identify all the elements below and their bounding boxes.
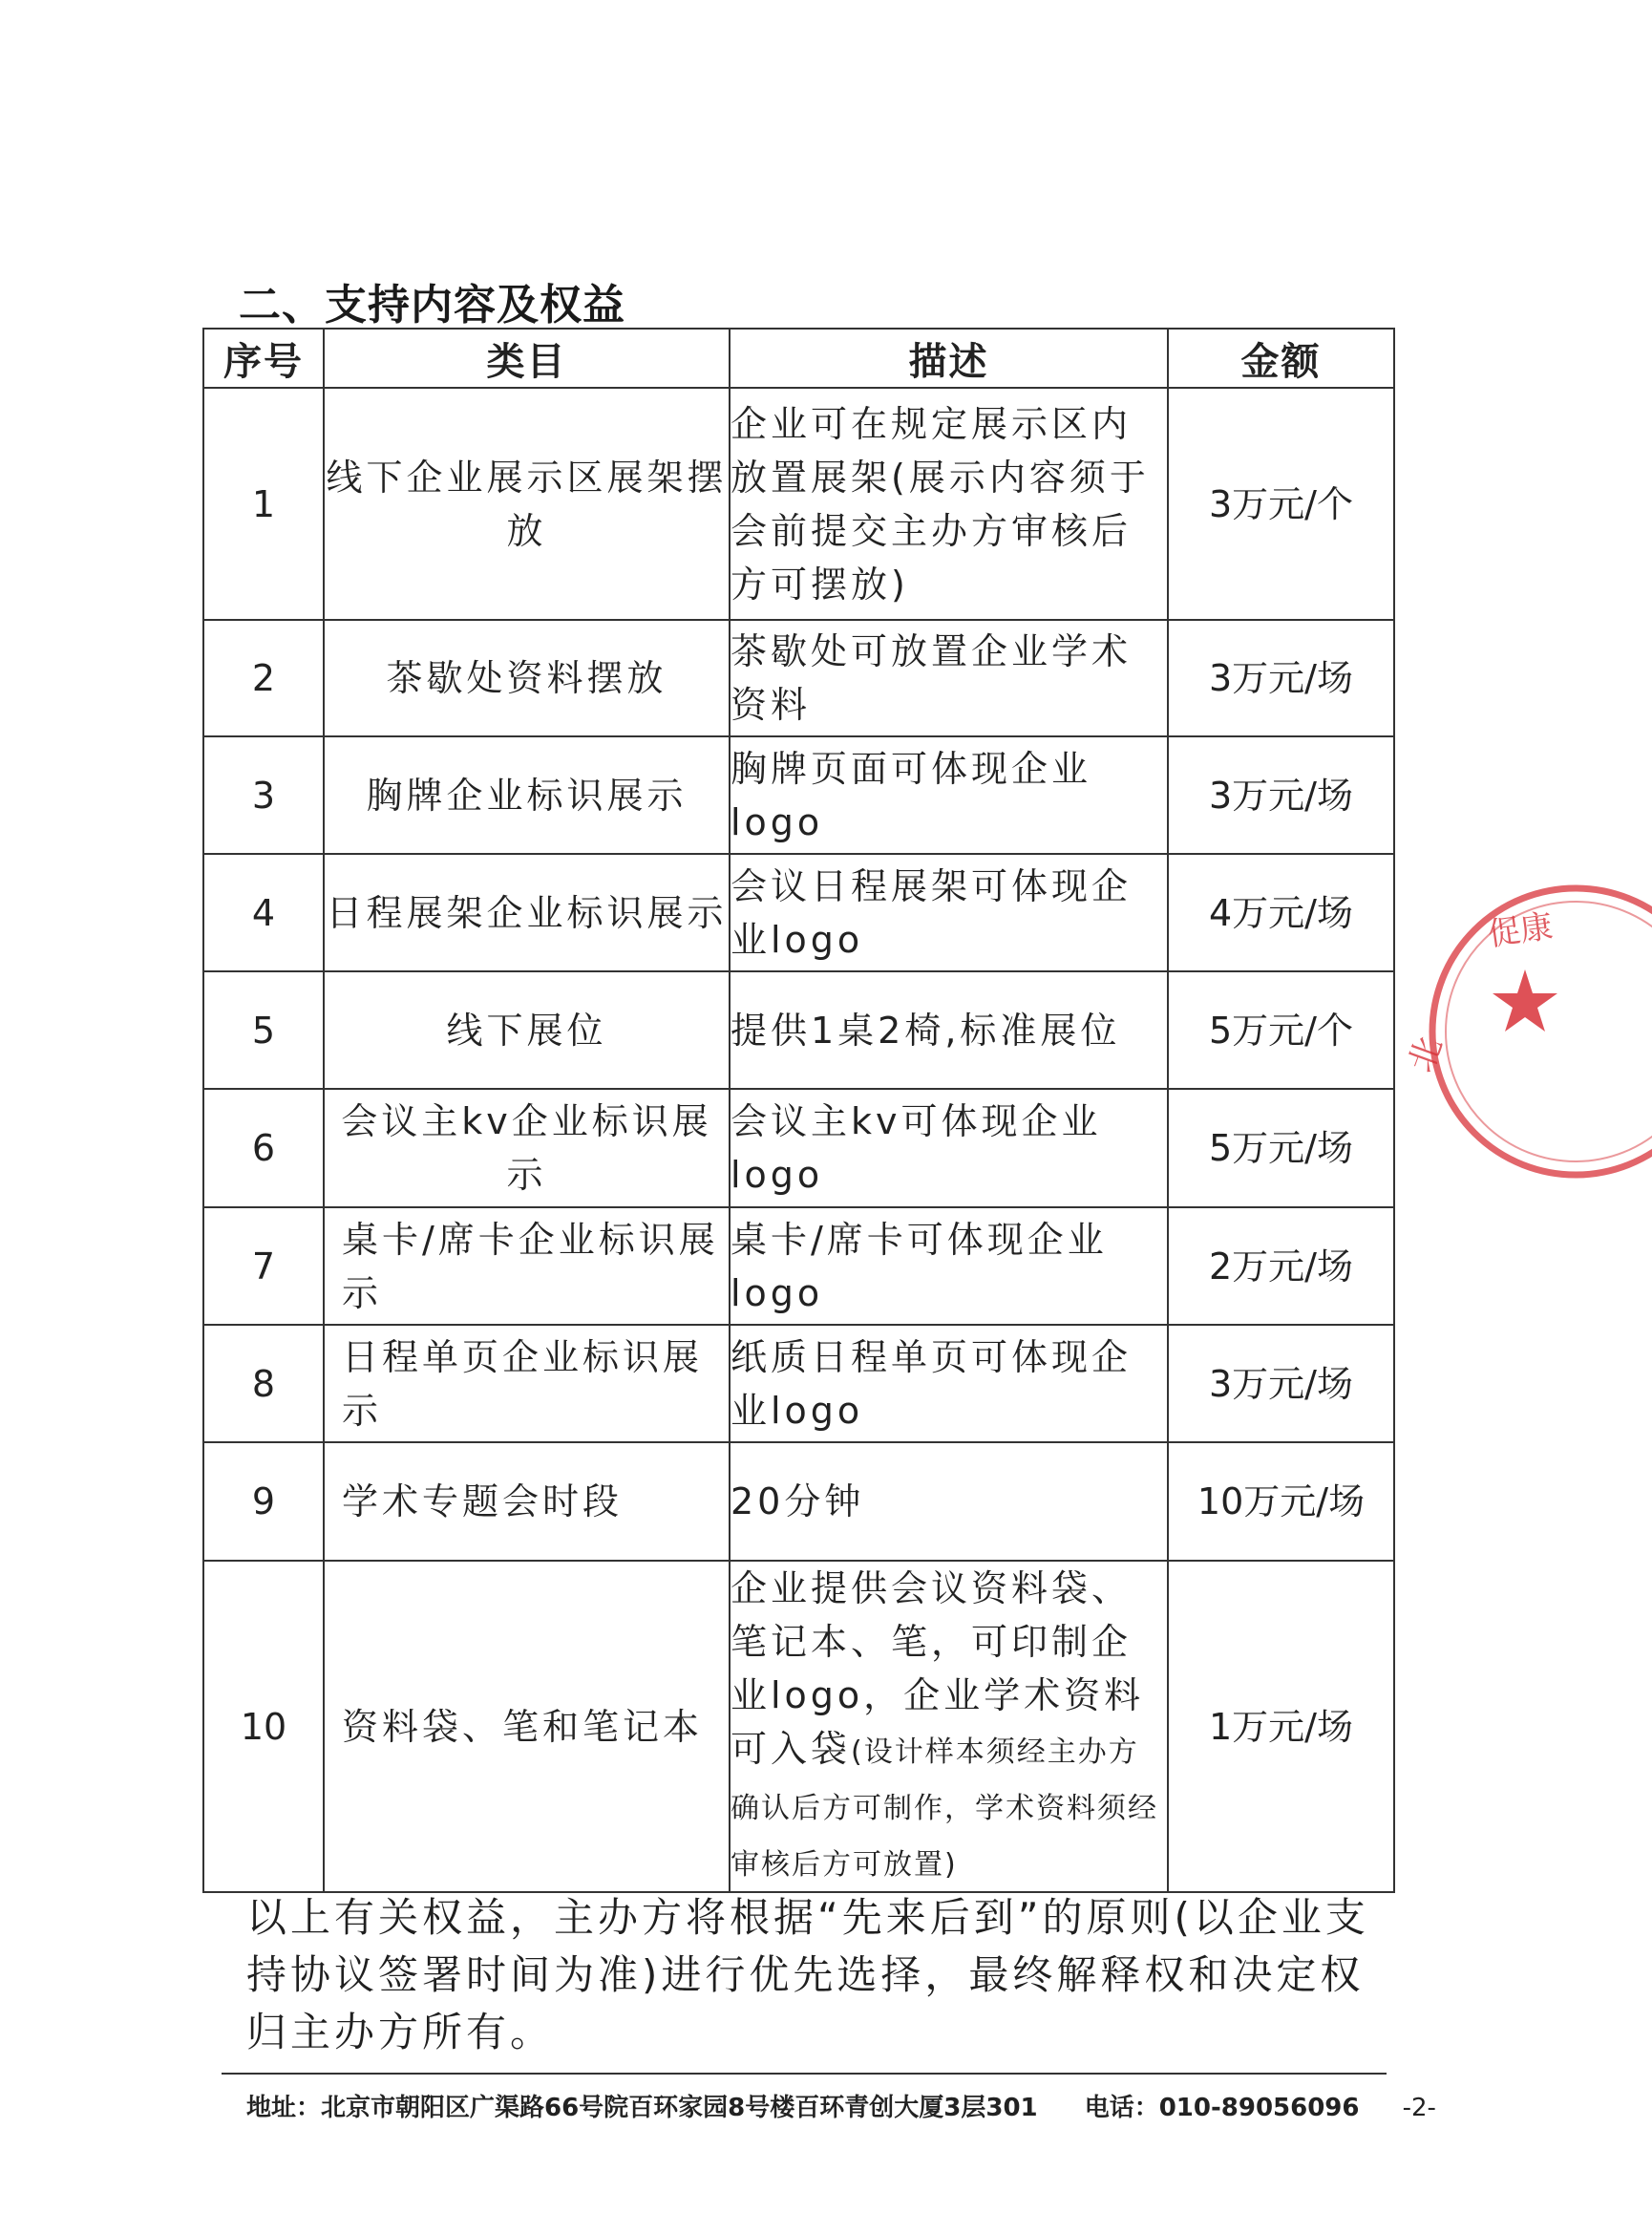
row-description: 企业提供会议资料袋、笔记本、笔，可印制企业logo，企业学术资料可入袋 <box>731 1567 1145 1770</box>
section-title: 二、支持内容及权益 <box>239 281 625 330</box>
svg-text:北: 北 <box>1401 1032 1451 1078</box>
row-description: 企业可在规定展示区内放置展架(展示内容须于会前提交主办方审核后方可摆放) <box>730 388 1168 620</box>
row-description-cell <box>730 1561 1168 1892</box>
table-row <box>203 1207 1394 1325</box>
row-description: 会议主kv可体现企业logo <box>730 1089 1168 1207</box>
row-category: 日程单页企业标识展示 <box>324 1325 730 1442</box>
row-seq: 9 <box>203 1442 324 1561</box>
row-amount: 3万元/个 <box>1168 388 1394 620</box>
table-row <box>203 854 1394 971</box>
row-category: 学术专题会时段 <box>324 1442 730 1561</box>
row-category: 胸牌企业标识展示 <box>324 736 730 854</box>
row-seq: 1 <box>203 388 324 620</box>
row-seq: 4 <box>203 854 324 971</box>
table-row <box>203 1561 1394 1892</box>
header-category: 类目 <box>324 329 730 388</box>
row-seq: 3 <box>203 736 324 854</box>
row-amount: 2万元/场 <box>1168 1207 1394 1325</box>
row-amount: 3万元/场 <box>1168 736 1394 854</box>
footer-divider <box>222 2073 1387 2075</box>
svg-text:促康: 促康 <box>1485 906 1556 954</box>
rights-table <box>202 328 1395 1893</box>
row-amount: 3万元/场 <box>1168 620 1394 736</box>
row-description: 胸牌页面可体现企业logo <box>730 736 1168 854</box>
row-amount: 3万元/场 <box>1168 1325 1394 1442</box>
table-row <box>203 620 1394 736</box>
row-category: 日程展架企业标识展示 <box>324 854 730 971</box>
row-description: 20分钟 <box>730 1442 1168 1561</box>
row-description: 纸质日程单页可体现企业logo <box>730 1325 1168 1442</box>
row-seq: 5 <box>203 971 324 1089</box>
footer-phone: 电话：010-89056096 <box>1084 2094 1360 2122</box>
row-description: 提供1桌2椅,标准展位 <box>730 971 1168 1089</box>
header-amount: 金额 <box>1168 329 1394 388</box>
row-seq: 7 <box>203 1207 324 1325</box>
seal-stamp <box>1401 879 1652 1184</box>
row-category: 线下企业展示区展架摆放 <box>324 388 730 620</box>
table-row <box>203 1325 1394 1442</box>
row-description: 桌卡/席卡可体现企业logo <box>730 1207 1168 1325</box>
row-category: 茶歇处资料摆放 <box>324 620 730 736</box>
footer <box>246 2088 1436 2123</box>
table-header-row <box>203 329 1394 388</box>
row-seq: 10 <box>203 1561 324 1892</box>
row-seq: 2 <box>203 620 324 736</box>
closing-paragraph: 以上有关权益，主办方将根据“先来后到”的原则(以企业支持协议签署时间为准)进行优先选择，最终解释权和决定权归主办方所有。 <box>246 1894 1369 2055</box>
row-description: 会议日程展架可体现企业logo <box>730 854 1168 971</box>
row-amount: 4万元/场 <box>1168 854 1394 971</box>
row-seq: 6 <box>203 1089 324 1207</box>
footer-address: 地址：北京市朝阳区广渠路66号院百环家园8号楼百环青创大厦3层301 <box>246 2094 1038 2122</box>
table-row <box>203 1442 1394 1561</box>
row-category: 会议主kv企业标识展示 <box>324 1089 730 1207</box>
row-amount: 5万元/个 <box>1168 971 1394 1089</box>
row-amount: 5万元/场 <box>1168 1089 1394 1207</box>
row-category: 线下展位 <box>324 971 730 1089</box>
table-row <box>203 1089 1394 1207</box>
table-row <box>203 736 1394 854</box>
row-description: 茶歇处可放置企业学术资料 <box>730 620 1168 736</box>
row-description-note: (设计样本须经主办方确认后方可制作，学术资料须经审核后方可放置) <box>731 1735 1158 1882</box>
row-seq: 8 <box>203 1325 324 1442</box>
star-icon <box>1493 969 1557 1032</box>
header-description: 描述 <box>730 329 1168 388</box>
row-amount: 1万元/场 <box>1168 1561 1394 1892</box>
header-seq: 序号 <box>203 329 324 388</box>
page-number: -2- <box>1402 2094 1436 2122</box>
row-category: 资料袋、笔和笔记本 <box>324 1561 730 1892</box>
row-amount: 10万元/场 <box>1168 1442 1394 1561</box>
row-category: 桌卡/席卡企业标识展示 <box>324 1207 730 1325</box>
table-row <box>203 971 1394 1089</box>
table-row <box>203 388 1394 620</box>
